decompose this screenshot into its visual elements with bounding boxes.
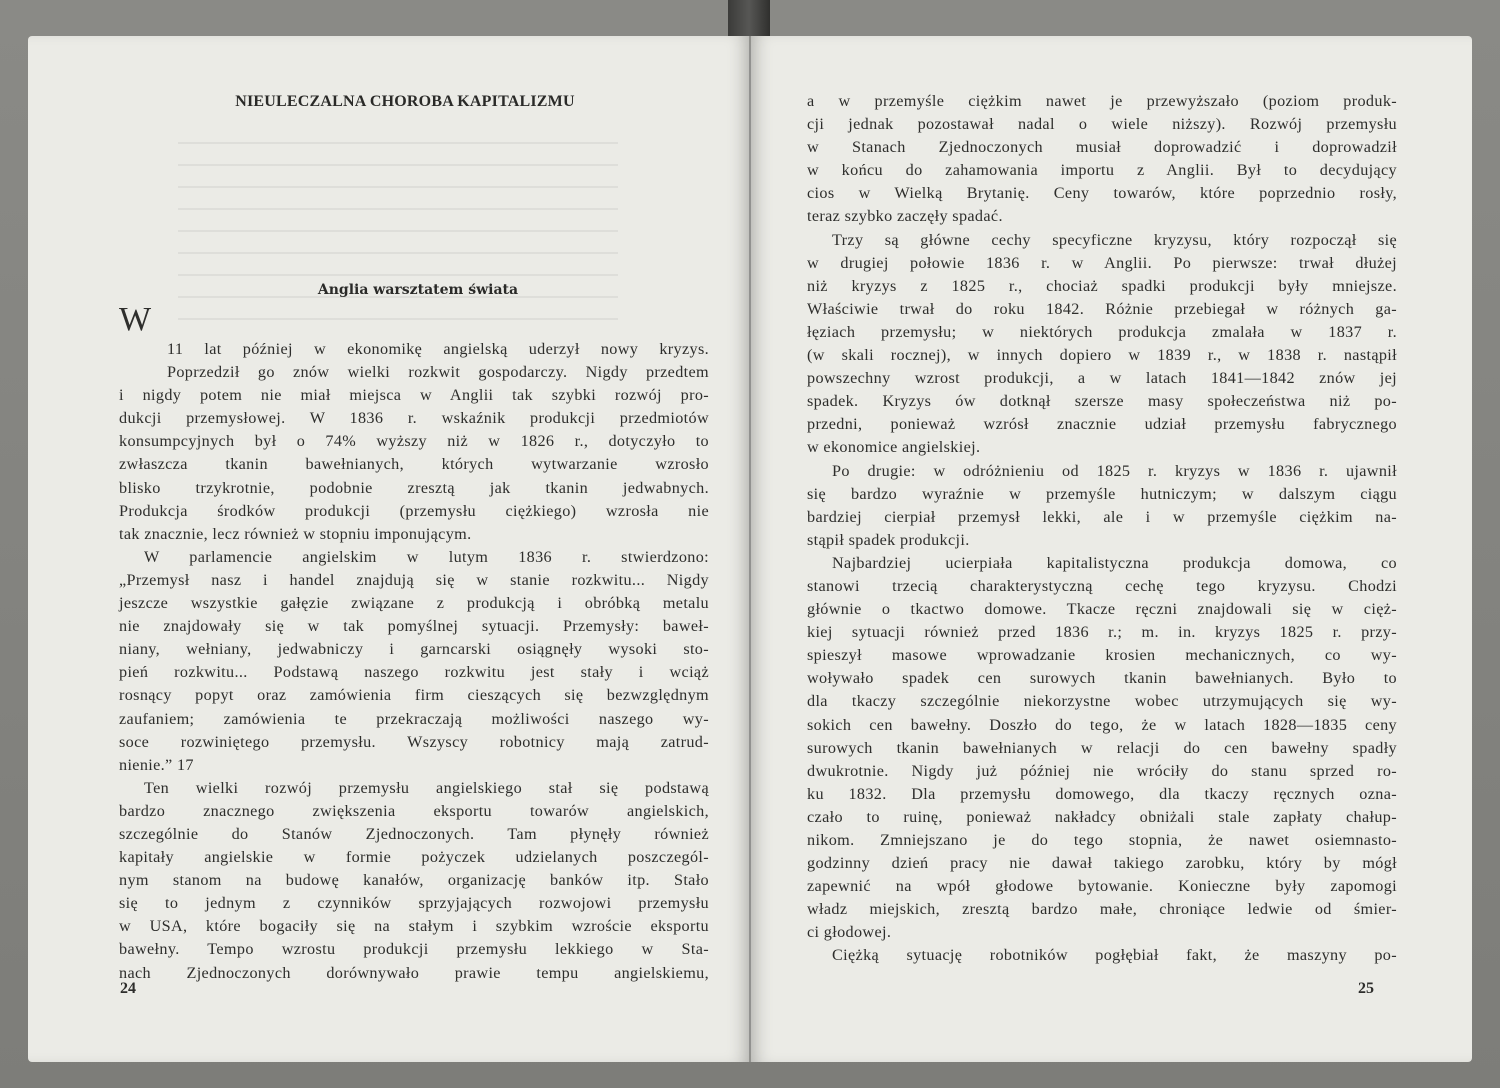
text-line: sokich cen bawełny. Doszło do tego, że w latach 1828—1835 ceny xyxy=(807,715,1397,734)
text-line: głównie o tkactwo domowe. Tkacze ręczni znajdowali się w cięż- xyxy=(807,600,1397,619)
text-line: rosnący popyt oraz zamówienia firm cieszących się bezwzględnym xyxy=(119,686,709,705)
text-line: teraz szybko zaczęły spadać. xyxy=(807,207,1003,226)
text-line: „Przemysł nasz i handel znajdują się w stanie rozkwitu... Nigdy xyxy=(119,570,709,589)
text-line: nach Zjednoczonych dorównywało prawie tempu angielskiemu, xyxy=(119,963,709,982)
text-line: spadek. Kryzys ów dotknął szersze masy społeczeństwa niż po- xyxy=(807,392,1397,411)
text-line: tak znacznie, lecz również w stopniu imponującym. xyxy=(119,524,472,543)
text-line: soce rozwiniętego przemysłu. Wszyscy robotnicy mają zatrud- xyxy=(119,732,709,751)
text-line: W parlamencie angielskim w lutym 1836 r. stwierdzono: xyxy=(144,547,709,566)
text-line: w ekonomice angielskiej. xyxy=(807,438,981,457)
text-line: zapewnić na wpół głodowe bytowanie. Konieczne były zapomogi xyxy=(807,877,1397,896)
text-line: szczególnie do Stanów Zjednoczonych. Tam płynęły również xyxy=(119,824,709,843)
page-number-right: 25 xyxy=(1358,980,1374,997)
text-line: w USA, które bogaciły się na stałym i szybkim wzroście eksportu xyxy=(119,917,709,936)
page-gutter xyxy=(749,36,751,1062)
text-line: Najbardziej ucierpiała kapitalistyczna produkcja domowa, co xyxy=(832,553,1397,572)
text-line: dla tkaczy szczególnie niekorzystne wobec utrzymujących się wy- xyxy=(807,692,1397,711)
text-line: ku 1832. Dla przemysłu domowego, dla tkaczy ręcznych ozna- xyxy=(807,784,1397,803)
right-page-body xyxy=(807,90,1397,968)
text-line: zaufaniem; zamówienia te przekraczają możliwości naszego wy- xyxy=(119,709,709,728)
left-page-body xyxy=(119,338,709,985)
text-line: surowych tkanin bawełnianych w relacji do cen bawełny spadły xyxy=(807,738,1397,757)
text-line: niż kryzys z 1825 r., chociaż spadki produkcji były mniejsze. xyxy=(807,276,1397,295)
text-line: nym stanom na budowę kanałów, organizację banków itp. Stało xyxy=(119,871,709,890)
text-line: nienie.” 17 xyxy=(119,755,194,774)
text-line: stanowi trzecią charakterystyczną cechę tego kryzysu. Chodzi xyxy=(807,576,1397,595)
text-line: dukcji przemysłowej. W 1836 r. wskaźnik produkcji przedmiotów xyxy=(119,409,709,428)
text-line: w Stanach Zjednoczonych musiał doprowadzić i doprowadził xyxy=(807,138,1397,157)
text-line: cios w Wielką Brytanię. Ceny towarów, które poprzednio rosły, xyxy=(807,184,1397,203)
text-line: czało to ruinę, ponieważ nakładcy obniżali stale zapłaty chałup- xyxy=(807,807,1397,826)
text-line: blisko trzykrotnie, podobnie zresztą jak tkanin jedwabnych. xyxy=(119,478,709,497)
text-line: przedni, ponieważ wzrósł znacznie udział przemysłu fabrycznego xyxy=(807,415,1397,434)
text-line: Poprzedził go znów wielki rozkwit gospodarczy. Nigdy przedtem xyxy=(167,363,709,382)
text-line: stąpił spadek produkcji. xyxy=(807,530,970,549)
text-line: się bardzo wyraźnie w przemyśle hutniczym; w dalszym ciągu xyxy=(807,484,1397,503)
text-line: 11 lat później w ekonomikę angielską uderzył nowy kryzys. xyxy=(167,340,709,358)
text-line: spieszył masowe wprowadzanie krosien mechanicznych, co wy- xyxy=(807,646,1397,665)
text-line: kapitały angielskie w formie pożyczek udzielanych poszczegól- xyxy=(119,848,709,867)
text-line: łęziach przemysłu; w niektórych produkcja zmalała w 1837 r. xyxy=(807,322,1397,341)
text-line: ci głodowej. xyxy=(807,923,892,942)
text-line: nie znajdowały się w tak pomyślnej sytuacji. Przemysły: baweł- xyxy=(119,617,709,636)
text-line: władz miejskich, zresztą bardzo małe, chroniące ledwie od śmier- xyxy=(807,900,1397,919)
text-line: niany, wełniany, jedwabniczy i garncarski osiągnęły wysoki sto- xyxy=(119,640,709,659)
section-title: Anglia warsztatem świata xyxy=(317,282,519,298)
text-line: i nigdy potem nie miał miejsca w Anglii tak szybki rozwój pro- xyxy=(119,386,709,405)
text-line: Ciężką sytuację robotników pogłębiał fakt, że maszyny po- xyxy=(832,946,1397,965)
drop-cap: W xyxy=(119,301,152,338)
running-head: NIEULECZALNA CHOROBA KAPITALIZMU xyxy=(235,93,575,110)
text-line: a w przemyśle ciężkim nawet je przewyższało (poziom produk- xyxy=(807,92,1397,110)
text-line: pień rozkwitu... Podstawą naszego rozkwitu jest stały i wciąż xyxy=(119,663,709,682)
text-line: powszechny wzrost produkcji, a w latach 1841—1842 znów jej xyxy=(807,369,1397,388)
text-line: konsumpcyjnych był o 74% wyższy niż w 1826 r., dotyczyło to xyxy=(119,432,709,451)
text-line: Właściwie trwał do roku 1842. Różnie przebiegał w różnych ga- xyxy=(807,299,1397,318)
text-line: zwłaszcza tkanin bawełnianych, których wytwarzanie wzrosło xyxy=(119,455,709,474)
text-line: Produkcja środków produkcji (przemysłu ciężkiego) wzrosła nie xyxy=(119,501,709,520)
text-line: kiej sytuacji również przed 1836 r.; m. in. kryzys 1825 r. przy- xyxy=(807,623,1397,642)
text-line: Po drugie: w odróżnieniu od 1825 r. kryzys w 1836 r. ujawnił xyxy=(832,461,1397,480)
text-line: nikom. Zmniejszano je do tego stopnia, że nawet osiemnasto- xyxy=(807,831,1397,849)
bleed-through-texture xyxy=(178,128,618,338)
page-number-left: 24 xyxy=(120,980,136,997)
text-line: Ten wielki rozwój przemysłu angielskiego stał się podstawą xyxy=(144,778,709,797)
text-line: godzinny dzień pracy nie dawał takiego zarobku, który by mógł xyxy=(807,854,1397,873)
text-line: (w skali rocznej), w innych dopiero w 1839 r., w 1838 r. nastąpił xyxy=(807,346,1397,365)
text-line: dwukrotnie. Nigdy już później nie wróciły do stanu sprzed ro- xyxy=(807,761,1397,780)
book-spine xyxy=(728,0,770,40)
text-line: Trzy są główne cechy specyficzne kryzysu, który rozpoczął się xyxy=(832,230,1397,249)
text-line: woływało spadek cen surowych tkanin bawełnianych. Było to xyxy=(807,669,1397,688)
text-line: bawełny. Tempo wzrostu produkcji przemysłu lekkiego w Sta- xyxy=(119,940,709,959)
text-line: się to jednym z czynników sprzyjających rozwojowi przemysłu xyxy=(119,894,709,913)
text-line: jeszcze wszystkie gałęzie związane z produkcją i obróbką metalu xyxy=(119,594,709,613)
text-line: w końcu do zahamowania importu z Anglii. Był to decydujący xyxy=(807,161,1397,180)
text-line: bardziej cierpiał przemysł lekki, ale i w przemyśle ciężkim na- xyxy=(807,507,1397,526)
text-line: cji jednak pozostawał nadal o wiele niższy). Rozwój przemysłu xyxy=(807,115,1397,134)
text-line: w drugiej połowie 1836 r. w Anglii. Po pierwsze: trwał dłużej xyxy=(807,253,1397,272)
text-line: bardzo znacznego zwiększenia eksportu towarów angielskich, xyxy=(119,801,709,820)
